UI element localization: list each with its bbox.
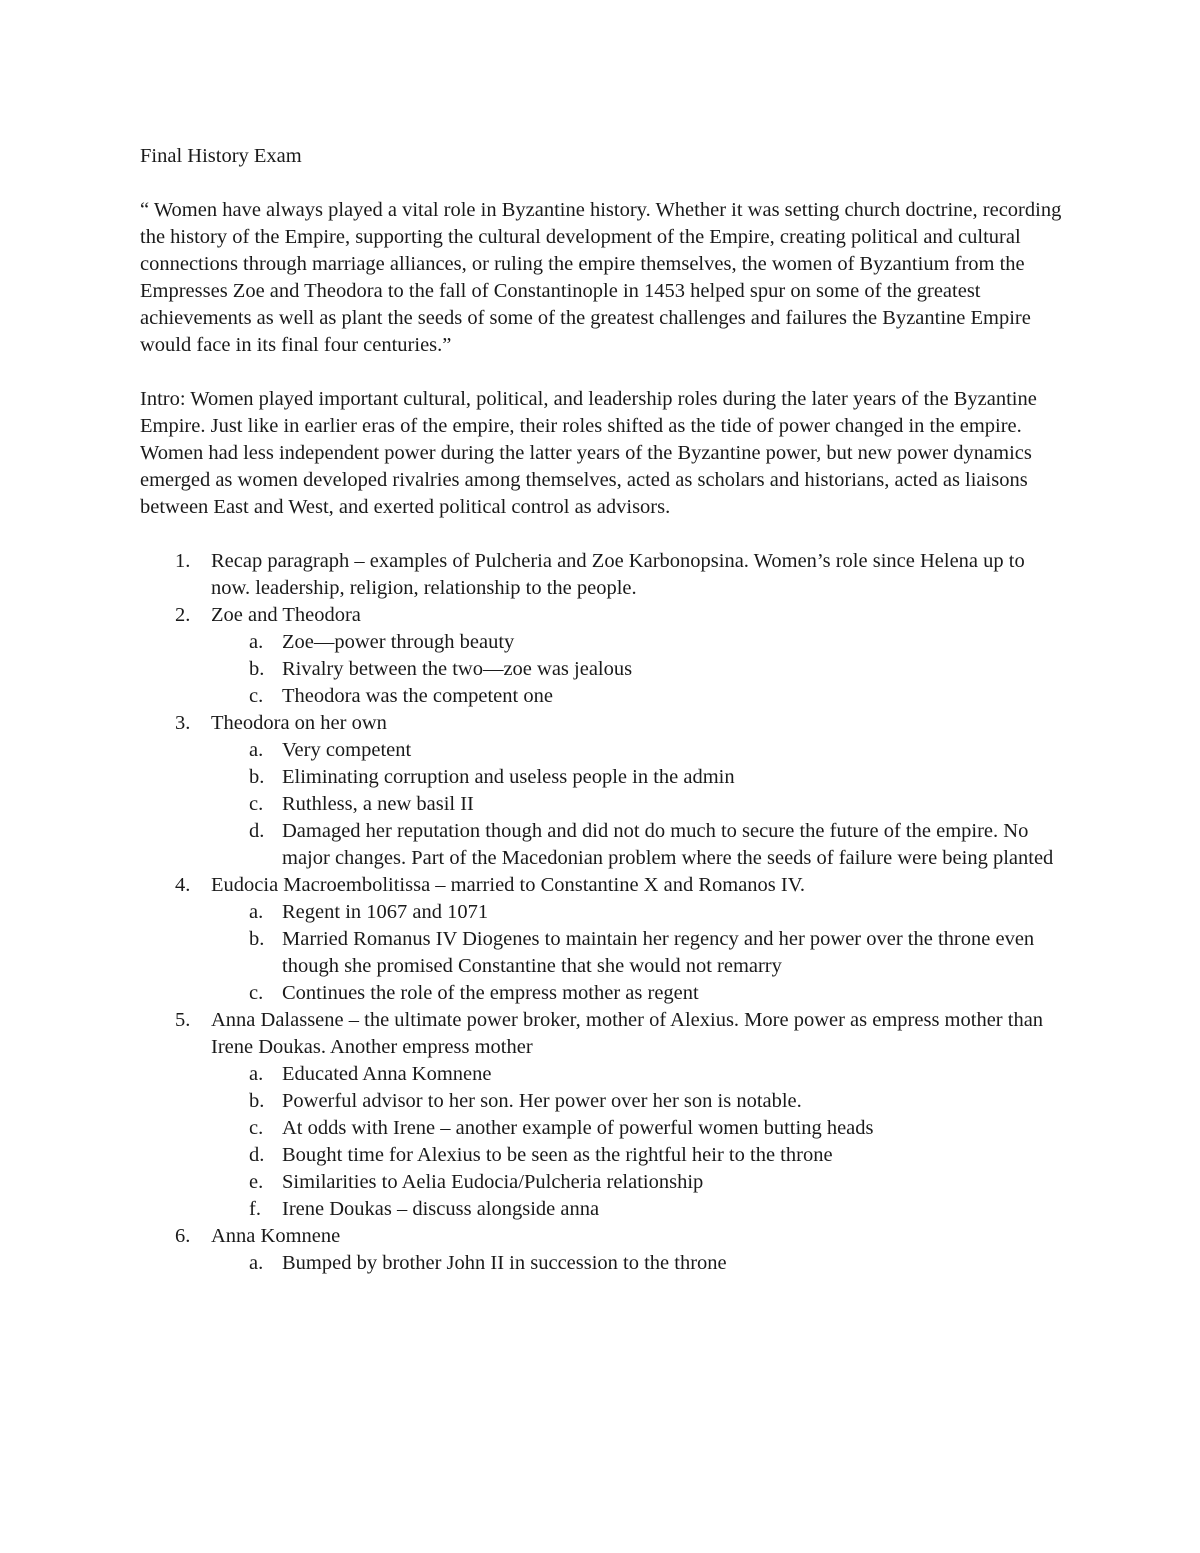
sub-letter: c. — [249, 982, 264, 1004]
sub-item — [211, 1196, 1065, 1223]
sub-letter: b. — [249, 658, 265, 680]
sub-letter: c. — [249, 685, 264, 707]
sub-item — [211, 656, 1065, 683]
document-title: Final History Exam — [140, 145, 302, 167]
outline-item — [140, 710, 1065, 872]
sub-letter: a. — [249, 1252, 264, 1274]
sub-item-text: Bumped by brother John II in succession to the throne — [282, 1252, 727, 1274]
outline-number: 6. — [175, 1225, 191, 1247]
sub-item — [211, 818, 1065, 872]
sub-item — [211, 791, 1065, 818]
outline-item-text: Recap paragraph – examples of Pulcheria and Zoe Karbonopsina. Women’s role since Helena up to now. leadership, religion, relationship to the people. — [211, 550, 1025, 599]
outline-list — [140, 548, 1065, 1277]
outline-item — [140, 548, 1065, 602]
sub-item-text: Irene Doukas – discuss alongside anna — [282, 1198, 600, 1220]
outline-item — [140, 872, 1065, 1007]
intro-paragraph: Intro: Women played important cultural, political, and leadership roles during the later years of the Byzantine Empire. Just like in earlier eras of the empire, their roles shifted as the tide of power changed in the empire. Women had less independent power during the latter years of the Byzantine power, but new power dynamics emerged as women developed rivalries among themselves, acted as scholars and historians, acted as liaisons between East and West, and exerted political control as advisors. — [140, 388, 1037, 518]
sub-item-text: Rivalry between the two—zoe was jealous — [282, 658, 633, 680]
sub-item — [211, 683, 1065, 710]
outline-item — [140, 1223, 1065, 1277]
sub-item — [211, 764, 1065, 791]
outline-number: 4. — [175, 874, 191, 896]
sub-item-text: Bought time for Alexius to be seen as the rightful heir to the throne — [282, 1144, 833, 1166]
sub-item — [211, 926, 1065, 980]
thesis-quote: “ Women have always played a vital role in Byzantine history. Whether it was setting church doctrine, recording the history of the Empire, supporting the cultural development of the Empire, creating political and cultural connections through marriage alliances, or ruling the empire themselves, the women of Byzantium from the Empresses Zoe and Theodora to the fall of Constantinople in 1453 helped spur on some of the greatest achievements as well as plant the seeds of some of the greatest challenges and failures the Byzantine Empire would face in its final four centuries.” — [140, 199, 1062, 356]
sub-item-text: Zoe—power through beauty — [282, 631, 515, 653]
sub-item-text: Very competent — [282, 739, 412, 761]
sub-item-text: Similarities to Aelia Eudocia/Pulcheria relationship — [282, 1171, 704, 1193]
outline-item-text: Zoe and Theodora — [211, 604, 361, 626]
sub-list — [211, 899, 1065, 1007]
sub-list — [211, 1250, 1065, 1277]
sub-item — [211, 899, 1065, 926]
sub-item-text: Damaged her reputation though and did not do much to secure the future of the empire. No major changes. Part of the Macedonian problem where the seeds of failure were being planted — [282, 820, 1054, 869]
sub-item — [211, 1088, 1065, 1115]
sub-letter: a. — [249, 901, 264, 923]
sub-item — [211, 629, 1065, 656]
sub-letter: a. — [249, 1063, 264, 1085]
outline-item-text: Anna Dalassene – the ultimate power broker, mother of Alexius. More power as empress mother than Irene Doukas. Another empress mother — [211, 1009, 1044, 1058]
sub-item — [211, 1115, 1065, 1142]
sub-list — [211, 737, 1065, 872]
outline-item-text: Theodora on her own — [211, 712, 387, 734]
outline-number: 5. — [175, 1009, 191, 1031]
sub-item — [211, 1142, 1065, 1169]
sub-letter: d. — [249, 1144, 265, 1166]
sub-item — [211, 737, 1065, 764]
sub-letter: a. — [249, 631, 264, 653]
sub-item-text: Powerful advisor to her son. Her power over her son is notable. — [282, 1090, 802, 1112]
sub-item-text: Theodora was the competent one — [282, 685, 553, 707]
outline-item-text: Eudocia Macroembolitissa – married to Constantine X and Romanos IV. — [211, 874, 806, 896]
sub-letter: e. — [249, 1171, 264, 1193]
sub-letter: a. — [249, 739, 264, 761]
sub-letter: b. — [249, 766, 265, 788]
document-page — [140, 143, 1065, 1277]
outline-item-text: Anna Komnene — [211, 1225, 341, 1247]
sub-list — [211, 629, 1065, 710]
sub-item-text: Educated Anna Komnene — [282, 1063, 492, 1085]
sub-letter: c. — [249, 793, 264, 815]
sub-item-text: Eliminating corruption and useless people in the admin — [282, 766, 735, 788]
sub-letter: b. — [249, 928, 265, 950]
sub-item-text: Married Romanus IV Diogenes to maintain her regency and her power over the throne even though she promised Constantine that she would not remarry — [282, 928, 1035, 977]
sub-item — [211, 1250, 1065, 1277]
sub-letter: c. — [249, 1117, 264, 1139]
outline-number: 1. — [175, 550, 191, 572]
sub-item-text: At odds with Irene – another example of powerful women butting heads — [282, 1117, 874, 1139]
sub-letter: d. — [249, 820, 265, 842]
outline-item — [140, 602, 1065, 710]
sub-item-text: Regent in 1067 and 1071 — [282, 901, 489, 923]
sub-letter: f. — [249, 1198, 261, 1220]
sub-item — [211, 980, 1065, 1007]
sub-item-text: Continues the role of the empress mother as regent — [282, 982, 699, 1004]
sub-letter: b. — [249, 1090, 265, 1112]
outline-item — [140, 1007, 1065, 1223]
outline-number: 3. — [175, 712, 191, 734]
sub-item-text: Ruthless, a new basil II — [282, 793, 474, 815]
outline-number: 2. — [175, 604, 191, 626]
sub-item — [211, 1169, 1065, 1196]
sub-item — [211, 1061, 1065, 1088]
sub-list — [211, 1061, 1065, 1223]
